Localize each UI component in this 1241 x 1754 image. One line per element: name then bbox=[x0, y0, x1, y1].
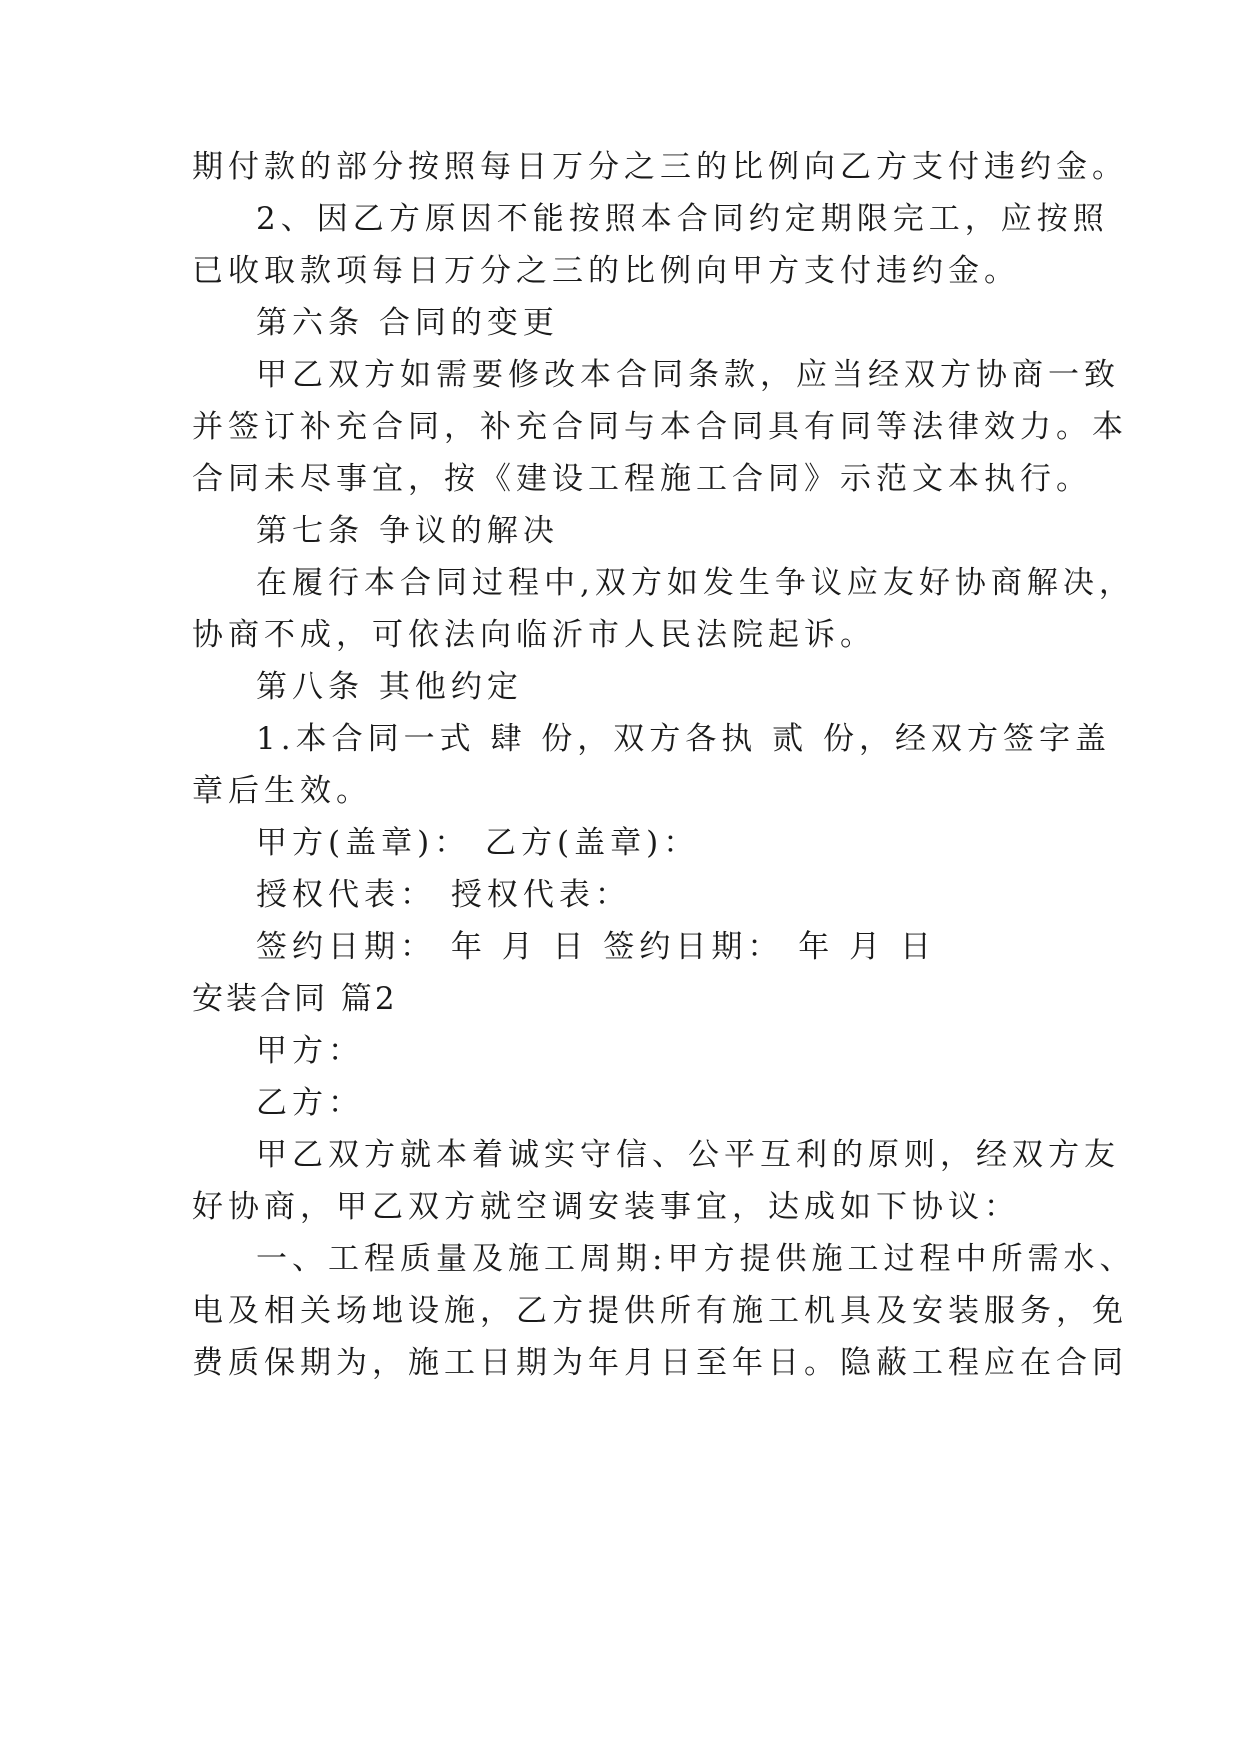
text-line: 期付款的部分按照每日万分之三的比例向乙方支付违约金。 bbox=[192, 149, 1128, 185]
text-line: 甲乙双方如需要修改本合同条款，应当经双方协商一致 bbox=[256, 357, 1120, 393]
signature-line: 授权代表： 授权代表： bbox=[256, 877, 631, 913]
text-line: 2、因乙方原因不能按照本合同约定期限完工，应按照 bbox=[256, 201, 1109, 237]
text-line: 甲乙双方就本着诚实守信、公平互利的原则，经双方友 bbox=[256, 1137, 1120, 1173]
section-heading: 第八条 其他约定 bbox=[256, 669, 523, 705]
party-line: 甲方： bbox=[256, 1033, 364, 1069]
signature-line: 甲方(盖章)： 乙方(盖章)： bbox=[256, 825, 700, 861]
text-line: 协商不成，可依法向临沂市人民法院起诉。 bbox=[192, 617, 876, 653]
text-line: 好协商，甲乙双方就空调安装事宜，达成如下协议： bbox=[192, 1189, 1020, 1225]
text-line: 在履行本合同过程中,双方如发生争议应友好协商解决， bbox=[256, 565, 1135, 601]
section-heading: 第六条 合同的变更 bbox=[256, 305, 559, 341]
document-title: 安装合同 篇2 bbox=[192, 981, 398, 1017]
text-line: 1.本合同一式 肆 份，双方各执 贰 份，经双方签字盖 bbox=[256, 721, 1111, 757]
signature-line: 签约日期： 年 月 日 签约日期： 年 月 日 bbox=[256, 929, 936, 965]
text-line: 已收取款项每日万分之三的比例向甲方支付违约金。 bbox=[192, 253, 1020, 289]
section-heading: 第七条 争议的解决 bbox=[256, 513, 559, 549]
text-line: 电及相关场地设施，乙方提供所有施工机具及安装服务，免 bbox=[192, 1293, 1128, 1329]
text-line: 一、工程质量及施工周期:甲方提供施工过程中所需水、 bbox=[256, 1241, 1136, 1277]
text-line: 并签订补充合同，补充合同与本合同具有同等法律效力。本 bbox=[192, 409, 1128, 445]
text-line: 章后生效。 bbox=[192, 773, 372, 809]
text-line: 费质保期为，施工日期为年月日至年日。隐蔽工程应在合同 bbox=[192, 1345, 1128, 1381]
party-line: 乙方： bbox=[256, 1085, 364, 1121]
text-line: 合同未尽事宜，按《建设工程施工合同》示范文本执行。 bbox=[192, 461, 1092, 497]
